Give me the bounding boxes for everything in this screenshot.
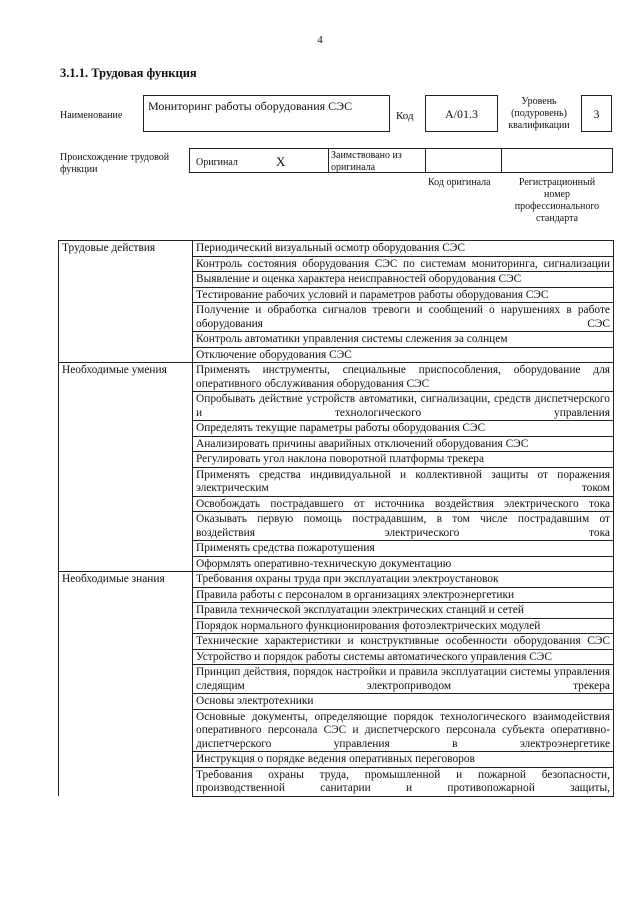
original-label: Оригинал xyxy=(196,157,238,168)
table-item: Анализировать причины аварийных отключений оборудования СЭС xyxy=(193,436,614,452)
table-item: Основные документы, определяющие порядок технологического взаимодействия оперативного персонала СЭС и диспетчерского персонала субъекта оперативно-диспетчерского управления в электроэнергетике xyxy=(193,709,614,752)
section-category-cont xyxy=(59,634,193,650)
table-item: Освобождать пострадавшего от источника воздействия электрического тока xyxy=(193,496,614,512)
name-label: Наименование xyxy=(60,110,123,121)
table-item: Опробывать действие устройств автоматики, сигнализации, средств диспетчерского и технологического управления xyxy=(193,392,614,421)
table-row xyxy=(59,467,614,496)
section-category-cont xyxy=(59,496,193,512)
table-row xyxy=(59,649,614,665)
table-row xyxy=(59,556,614,572)
table-row xyxy=(59,541,614,557)
section-category-cont xyxy=(59,556,193,572)
table-row xyxy=(59,452,614,468)
table-item: Инструкция о порядке ведения оперативных переговоров xyxy=(193,752,614,768)
name-value-box xyxy=(143,95,390,132)
table-row xyxy=(59,392,614,421)
section-title: 3.1.1. Трудовая функция xyxy=(60,66,197,80)
table-item: Технические характеристики и конструктивные особенности оборудования СЭС xyxy=(193,634,614,650)
section-category-cont xyxy=(59,303,193,332)
section-category-cont xyxy=(59,665,193,694)
table-row xyxy=(59,272,614,288)
section-category-cont xyxy=(59,694,193,710)
table-item: Устройство и порядок работы системы автоматического управления СЭС xyxy=(193,649,614,665)
table-row xyxy=(59,694,614,710)
name-value: Мониторинг работы оборудования СЭС xyxy=(148,99,353,113)
table-row xyxy=(59,603,614,619)
table-item: Применять инструменты, специальные приспособления, оборудование для оперативного обслуживания оборудования СЭС xyxy=(193,363,614,392)
code-original-label: Код оригинала xyxy=(428,177,491,188)
table-row xyxy=(59,496,614,512)
table-row xyxy=(59,363,614,392)
section-category-cont xyxy=(59,436,193,452)
section-category-cont xyxy=(59,709,193,752)
code-value-box xyxy=(425,95,498,132)
table-row xyxy=(59,618,614,634)
table-item: Определять текущие параметры работы оборудования СЭС xyxy=(193,421,614,437)
section-category: Необходимые умения xyxy=(59,363,193,392)
table-item: Основы электротехники xyxy=(193,694,614,710)
table-row xyxy=(59,241,614,257)
table-row xyxy=(59,767,614,796)
table-item: Требования охраны труда при эксплуатации электроустановок xyxy=(193,572,614,588)
table-item: Требования охраны труда, промышленной и пожарной безопасности, производственной санитарии и противопожарной защиты, xyxy=(193,767,614,796)
page-number: 4 xyxy=(317,34,323,46)
table-row xyxy=(59,287,614,303)
section-category-cont xyxy=(59,287,193,303)
table-item: Отключение оборудования СЭС xyxy=(193,347,614,363)
table-row xyxy=(59,421,614,437)
table-item: Правила работы с персоналом в организациях электроэнергетики xyxy=(193,587,614,603)
table-row xyxy=(59,665,614,694)
section-category-cont xyxy=(59,649,193,665)
table-row xyxy=(59,752,614,768)
section-category-cont xyxy=(59,272,193,288)
table-item: Выявление и оценка характера неисправностей оборудования СЭС xyxy=(193,272,614,288)
section-category-cont xyxy=(59,767,193,796)
table-row xyxy=(59,587,614,603)
table-row xyxy=(59,303,614,332)
table-row xyxy=(59,634,614,650)
reg-number-label: Регистрационный номер профессионального стандарта xyxy=(514,177,600,224)
table-item: Применять средства индивидуальной и коллективной защиты от поражения электрическим током xyxy=(193,467,614,496)
section-category: Трудовые действия xyxy=(59,241,193,257)
table-row xyxy=(59,347,614,363)
table-item: Периодический визуальный осмотр оборудования СЭС xyxy=(193,241,614,257)
section-category: Необходимые знания xyxy=(59,572,193,588)
table-row xyxy=(59,436,614,452)
section-category-cont xyxy=(59,512,193,541)
code-value: A/01.3 xyxy=(445,107,478,121)
section-category-cont xyxy=(59,452,193,468)
section-category-cont xyxy=(59,392,193,421)
borrowed-label: Заимствовано из оригинала xyxy=(331,150,402,173)
section-category-cont xyxy=(59,752,193,768)
table-item: Оформлять оперативно-техническую документацию xyxy=(193,556,614,572)
table-row xyxy=(59,512,614,541)
level-value-box xyxy=(581,95,612,132)
table-item: Получение и обработка сигналов тревоги и сообщений о нарушениях в работе оборудования СЭС xyxy=(193,303,614,332)
table-item: Контроль состояния оборудования СЭС по системам мониторинга, сигнализации xyxy=(193,256,614,272)
table-item: Тестирование рабочих условий и параметров работы оборудования СЭС xyxy=(193,287,614,303)
origin-label: Происхождение трудовой функции xyxy=(60,152,170,175)
section-category-cont xyxy=(59,467,193,496)
function-table xyxy=(58,240,614,797)
section-category-cont xyxy=(59,421,193,437)
table-row xyxy=(59,572,614,588)
original-mark: X xyxy=(276,154,286,169)
table-item: Порядок нормального функционирования фотоэлектрических модулей xyxy=(193,618,614,634)
level-label: Уровень (подуровень) квалификации xyxy=(508,96,570,131)
table-item: Контроль автоматики управления системы слежения за солнцем xyxy=(193,332,614,348)
table-row xyxy=(59,256,614,272)
code-label: Код xyxy=(396,110,414,122)
table-item: Правила технической эксплуатации электрических станций и сетей xyxy=(193,603,614,619)
section-category-cont xyxy=(59,332,193,348)
section-category-cont xyxy=(59,603,193,619)
level-value: 3 xyxy=(593,107,600,121)
section-category-cont xyxy=(59,347,193,363)
table-item: Принцип действия, порядок настройки и правила эксплуатации системы управления следящим электроприводом трекера xyxy=(193,665,614,694)
origin-row xyxy=(189,148,613,173)
table-row xyxy=(59,709,614,752)
table-item: Регулировать угол наклона поворотной платформы трекера xyxy=(193,452,614,468)
section-category-cont xyxy=(59,618,193,634)
section-category-cont xyxy=(59,587,193,603)
section-category-cont xyxy=(59,256,193,272)
section-category-cont xyxy=(59,541,193,557)
table-item: Оказывать первую помощь пострадавшим, в том числе пострадавшим от воздействия электрического тока xyxy=(193,512,614,541)
table-item: Применять средства пожаротушения xyxy=(193,541,614,557)
table-row xyxy=(59,332,614,348)
